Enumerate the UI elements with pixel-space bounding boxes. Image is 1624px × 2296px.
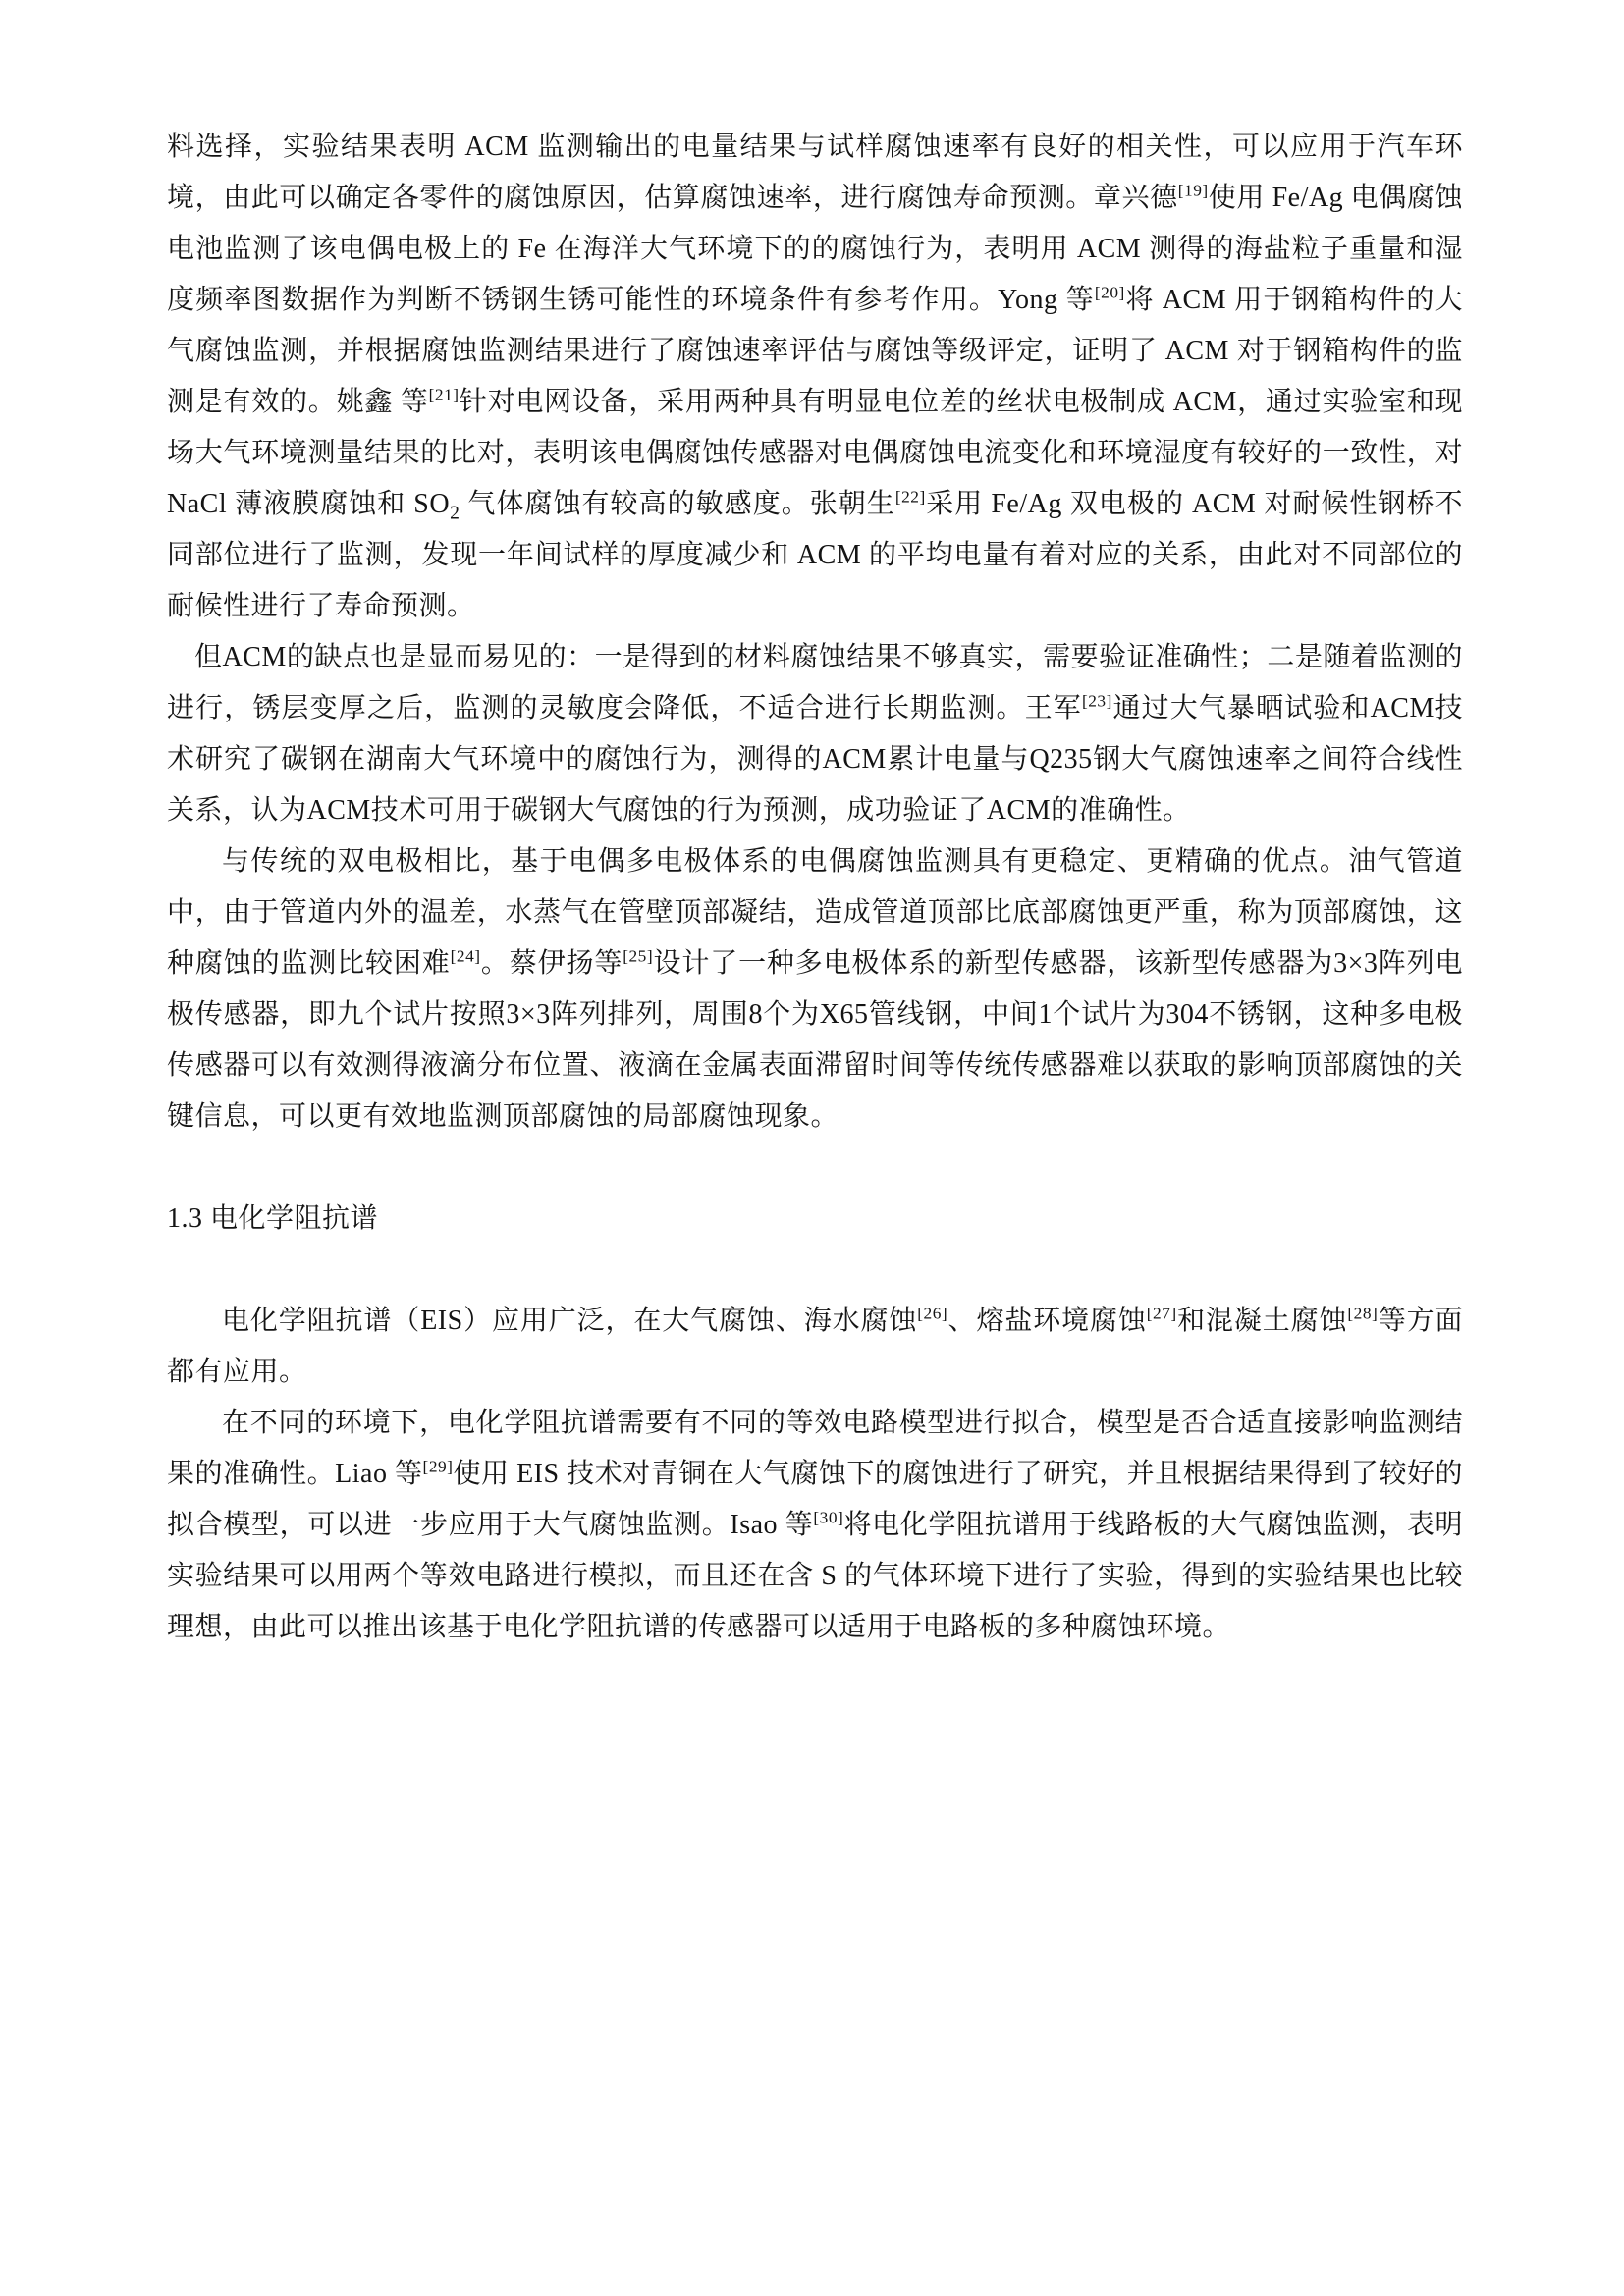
citation-reference: [30] bbox=[813, 1508, 844, 1527]
citation-reference: [24] bbox=[450, 946, 481, 966]
citation-reference: [27] bbox=[1146, 1304, 1177, 1323]
citation-reference: [28] bbox=[1347, 1304, 1379, 1323]
citation-reference: [20] bbox=[1094, 283, 1125, 302]
citation-reference: [26] bbox=[917, 1304, 948, 1323]
paragraph-eis-models: 在不同的环境下，电化学阻抗谱需要有不同的等效电路模型进行拟合，模型是否合适直接影响监测结果的准确性。Liao 等[29]使用 EIS 技术对青铜在大气腐蚀下的腐蚀进行了研究，并且根据结果得到了较好的拟合模型，可以进一步应用于大气腐蚀监测。Isao 等[30]将电化学阻抗谱用于线路板的大气腐蚀监测，表明实验结果可以用两个等效电路进行模拟，而且还在含 S 的气体环境下进行了实验，得到的实验结果也比较理想，由此可以推出该基于电化学阻抗谱的传感器可以适用于电路板的多种腐蚀环境。 bbox=[167, 1408, 1463, 1642]
citation-reference: [25] bbox=[623, 946, 654, 966]
citation-reference: [29] bbox=[422, 1457, 454, 1476]
citation-reference: [21] bbox=[428, 385, 460, 404]
citation-reference: [19] bbox=[1177, 181, 1209, 200]
chemical-subscript: 2 bbox=[450, 503, 460, 524]
citation-reference: [22] bbox=[894, 487, 926, 507]
paragraph-acm-applications: 料选择，实验结果表明 ACM 监测输出的电量结果与试样腐蚀速率有良好的相关性，可以应用于汽车环境，由此可以确定各零件的腐蚀原因，估算腐蚀速率，进行腐蚀寿命预测。章兴德[19]使用 Fe/Ag 电偶腐蚀电池监测了该电偶电极上的 Fe 在海洋大气环境下的的腐蚀行为，表明用 ACM 测得的海盐粒子重量和湿度频率图数据作为判断不锈钢生锈可能性的环境条件有参考作用。Yong 等[20]将 ACM 用于钢箱构件的大气腐蚀监测，并根据腐蚀监测结果进行了腐蚀速率评估与腐蚀等级评定，证明了 ACM 对于钢箱构件的监测是有效的。姚鑫 等[21]针对电网设备，采用两种具有明显电位差的丝状电极制成 ACM，通过实验室和现场大气环境测量结果的比对，表明该电偶腐蚀传感器对电偶腐蚀电流变化和环境湿度有较好的一致性，对 NaCl 薄液膜腐蚀和 $SO_2$ 气体腐蚀有较高的敏感度。张朝生[22]采用 Fe/Ag 双电极的 ACM 对耐候性钢桥不同部位进行了监测，发现一年间试样的厚度减少和 ACM 的平均电量有着对应的关系，由此对不同部位的耐候性进行了寿命预测。 bbox=[167, 132, 1464, 621]
paragraph-acm-drawbacks: 但ACM的缺点也是显而易见的：一是得到的材料腐蚀结果不够真实，需要验证准确性；二是随着监测的进行，锈层变厚之后，监测的灵敏度会降低，不适合进行长期监测。王军[23]通过大气暴晒试验和ACM技术研究了碳钢在湖南大气环境中的腐蚀行为，测得的ACM累计电量与Q235钢大气腐蚀速率之间符合线性关系，认为ACM技术可用于碳钢大气腐蚀的行为预测，成功验证了ACM的准确性。 bbox=[167, 642, 1464, 826]
paragraph-eis-intro: 电化学阻抗谱（EIS）应用广泛，在大气腐蚀、海水腐蚀[26]、熔盐环境腐蚀[27]和混凝土腐蚀[28]等方面都有应用。 bbox=[167, 1304, 1463, 1387]
citation-reference: [23] bbox=[1081, 691, 1112, 711]
document-body bbox=[167, 122, 1463, 1653]
paragraph-multi-electrode-sensor: 与传统的双电极相比，基于电偶多电极体系的电偶腐蚀监测具有更稳定、更精确的优点。油气管道中，由于管道内外的温差，水蒸气在管壁顶部凝结，造成管道顶部比底部腐蚀更严重，称为顶部腐蚀，这种腐蚀的监测比较困难[24]。蔡伊扬等[25]设计了一种多电极体系的新型传感器，该新型传感器为3×3阵列电极传感器，即九个试片按照3×3阵列排列，周围8个为X65管线钢，中间1个试片为304不锈钢，这种多电极传感器可以有效测得液滴分布位置、液滴在金属表面滞留时间等传统传感器难以获取的影响顶部腐蚀的关键信息，可以更有效地监测顶部腐蚀的局部腐蚀现象。 bbox=[167, 846, 1463, 1132]
section-heading-1-3-eis: 1.3 电化学阻抗谱 bbox=[167, 1203, 379, 1234]
